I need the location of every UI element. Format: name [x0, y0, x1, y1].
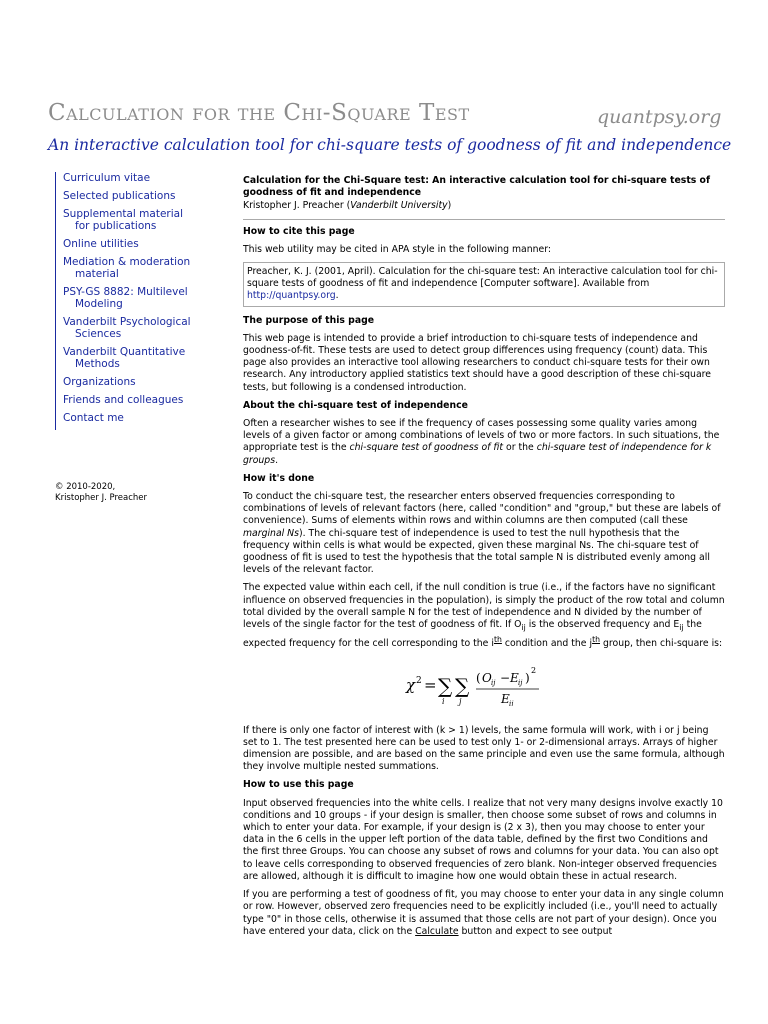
- article-author: Kristopher J. Preacher (Vanderbilt University): [243, 200, 452, 212]
- use-heading: How to use this page: [243, 779, 354, 791]
- svg-text:ij: ij: [518, 679, 523, 688]
- svg-text:j: j: [459, 697, 462, 707]
- svg-text:ij: ij: [491, 679, 496, 688]
- svg-text:E: E: [510, 671, 519, 686]
- citation-link[interactable]: http://quantpsy.org: [247, 290, 336, 302]
- nav-link-supplemental[interactable]: Supplemental material for publications: [63, 208, 184, 232]
- svg-text:χ: χ: [406, 676, 416, 695]
- cite-heading: How to cite this page: [243, 225, 355, 237]
- site-title: Calculation for the Chi-Square Test: [48, 100, 470, 126]
- chi-square-formula: [243, 660, 725, 710]
- use-text-1: Input observed frequencies into the white cells. I realize that not very many designs involve exactly 10 conditions and 10 groups - if your design is smaller, then choose some subset of rows and columns in which to enter your data. For example, if your design is (2 x 3), then you may choose to enter your data in the 6 cells in the upper left portion of the data table, defined by the first two Conditions and the first three Groups. You can choose any subset of rows and columns for your data. You can also opt to leave cells corresponding to observed frequencies of zero blank. Non-integer observed frequencies are allowed, although it is difficult to imagine how one would obtain these in actual research.: [243, 797, 723, 882]
- svg-text:O: O: [482, 671, 492, 686]
- how-text: To conduct the chi-square test, the researcher enters observed frequencies corresponding to combinations of levels of relevant factors (here, called "condition" and "group," but these are labels of convenience). Sums of elements within rows and within columns are then computed (call these marginal Ns). The chi-square test of independence is used to test the null hypothesis that the frequency within cells is what would be expected, given these marginal Ns. The chi-square test of goodness of fit is used to test the hypothesis that the total sample N is distributed evenly among all levels of the relevant factor.: [243, 491, 721, 576]
- svg-text:2: 2: [416, 676, 422, 687]
- purpose-text: This web page is intended to provide a brief introduction to chi-square tests of independence and goodness-of-fit. These tests are used to detect group differences using frequency (count) data. This page also provides an interactive tool allowing researchers to conduct chi-square tests for their own research. Any introductory applied statistics text should have a good description of these chi-square tests, but following is a condensed introduction.: [243, 332, 711, 393]
- nav-link-publications[interactable]: Selected publications: [63, 190, 176, 202]
- article-title: Calculation for the Chi-Square test: An interactive calculation tool for chi-square tests of goodness of fit and independence: [243, 175, 710, 199]
- site-domain: quantpsy.org: [597, 106, 722, 128]
- use-text-2: If you are performing a test of goodness of fit, you may choose to enter your data in any single column or row. However, observed zero frequencies need to be explicitly included (i.e., you'll need to actually type "0" in those cells, otherwise it is assumed that those cells are not part of your design). Once you have entered your data, click on the Calculate button and expect to see output: [243, 889, 724, 937]
- nav-link-friends[interactable]: Friends and colleagues: [63, 394, 184, 406]
- nav-link-psych-sciences[interactable]: Vanderbilt Psychological Sciences: [63, 316, 191, 340]
- svg-text:i: i: [442, 697, 445, 707]
- nav-link-organizations[interactable]: Organizations: [63, 376, 136, 388]
- about-heading: About the chi-square test of independence: [243, 399, 468, 411]
- svg-text:∑: ∑: [455, 674, 470, 699]
- expected-text: The expected value within each cell, if the null condition is true (i.e., if the factors have no significant influence on observed frequencies in the population), is simply the product of the row total and column total divided by the overall sample N for the test of independence and N divided by the number of levels of the single factor for the test of goodness of fit. If $O_{ij}$ is the observed frequency and $E_{ij}$ the expected frequency for the cell corresponding to the $i^{th}$ condition and the $j^{th}$ group, then chi-square is:: [243, 582, 725, 650]
- nav-link-contact[interactable]: Contact me: [63, 412, 124, 424]
- sidebar-nav: [55, 172, 206, 430]
- nav-link-cv[interactable]: Curriculum vitae: [63, 172, 151, 184]
- page-subtitle: An interactive calculation tool for chi-square tests of goodness of fit and independence: [48, 136, 732, 154]
- svg-text:): ): [525, 671, 530, 686]
- cite-intro: This web utility may be cited in APA style in the following manner:: [243, 243, 552, 255]
- svg-text:=: =: [424, 676, 437, 695]
- one-factor-text: If there is only one factor of interest with (k > 1) levels, the same formula will work, with i or j being set to 1. The test presented here can be used to test only 1- or 2-dimensional arrays. Arrays of higher dimension are possible, and are based on the same principle and even use the same formula, although they involve multiple nested summations.: [243, 724, 725, 773]
- svg-text:(: (: [476, 671, 481, 686]
- nav-link-mediation[interactable]: Mediation & moderation material: [63, 256, 191, 280]
- svg-text:2: 2: [531, 666, 537, 676]
- divider: [243, 219, 725, 220]
- purpose-heading: The purpose of this page: [243, 314, 375, 326]
- how-heading: How it's done: [243, 472, 315, 484]
- formula-graphic: [404, 660, 564, 706]
- svg-text:−: −: [500, 671, 511, 686]
- calculate-link[interactable]: Calculate: [415, 925, 459, 937]
- svg-text:E: E: [501, 692, 510, 707]
- main-content: [243, 175, 725, 944]
- svg-text:∑: ∑: [438, 674, 453, 699]
- nav-link-multilevel[interactable]: PSY-GS 8882: Multilevel Modeling: [63, 286, 188, 310]
- about-text: Often a researcher wishes to see if the frequency of cases possessing some quality varies among levels of a given factor or among combinations of levels of two or more factors. In such situations, the appropriate test is the chi-square test of goodness of fit or the chi-square test of independence for k groups.: [243, 418, 720, 466]
- nav-link-online-utilities[interactable]: Online utilities: [63, 238, 139, 250]
- svg-text:ij: ij: [509, 700, 514, 707]
- nav-link-quant-methods[interactable]: Vanderbilt Quantitative Methods: [63, 346, 186, 370]
- copyright: © 2010-2020, Kristopher J. Preacher: [55, 482, 148, 503]
- citation-box: Preacher, K. J. (2001, April). Calculation for the chi-square test: An interactive calculation tool for chi-square tests of goodness of fit and independence [Computer software]. Available from http://quantpsy.org.: [243, 262, 725, 307]
